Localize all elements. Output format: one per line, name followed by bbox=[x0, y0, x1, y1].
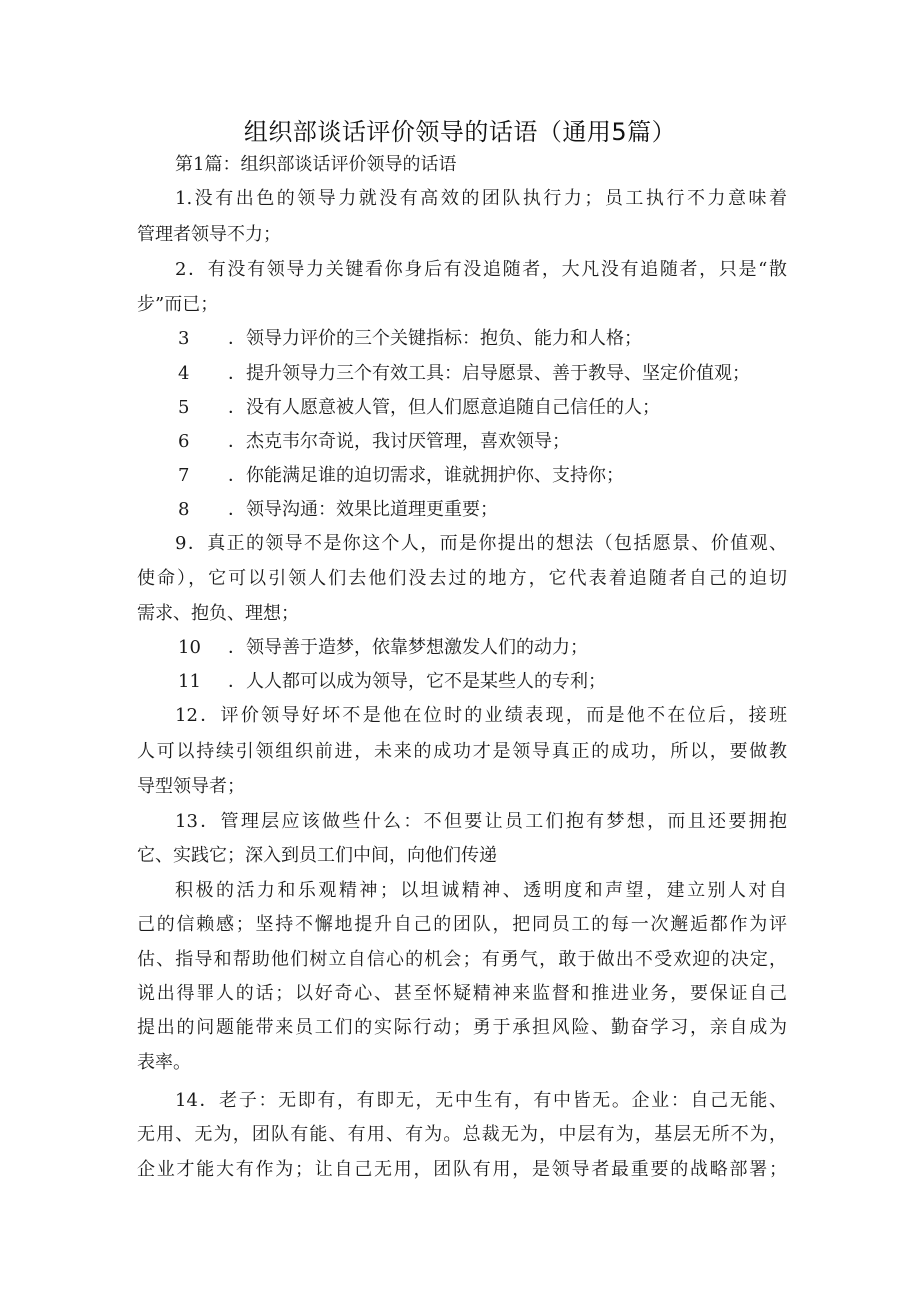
item-12-line-3: 导型领导者； bbox=[137, 776, 245, 797]
item-2-line-1: 2．有没有领导力关键看你身后有没追随者，大凡没有追随者，只是“散 bbox=[175, 259, 787, 280]
item-3-number: 3 bbox=[178, 328, 190, 349]
item-4-text: ．提升领导力三个有效工具：启导愿景、善于教导、坚定价值观； bbox=[228, 363, 750, 384]
paragraph-line-1: 积极的活力和乐观精神；以坦诚精神、透明度和声望，建立别人对自 bbox=[175, 880, 787, 901]
item-7-number: 7 bbox=[178, 465, 190, 486]
item-5-text: ．没有人愿意被人管，但人们愿意追随自己信任的人； bbox=[228, 397, 660, 418]
item-6-text: ．杰克韦尔奇说，我讨厌管理，喜欢领导； bbox=[228, 431, 570, 452]
item-10-text: ．领导善于造梦，依靠梦想激发人们的动力； bbox=[228, 637, 588, 658]
paragraph-line-2: 己的信赖感；坚持不懈地提升自己的团队，把同员工的每一次邂逅都作为评 bbox=[137, 914, 787, 935]
item-1-line-2: 管理者领导不力； bbox=[137, 224, 281, 245]
item-11-text: ．人人都可以成为领导，它不是某些人的专利； bbox=[228, 671, 606, 692]
paragraph-line-3: 估、指导和帮助他们树立自信心的机会；有勇气，敢于做出不受欢迎的决定， bbox=[137, 949, 787, 970]
paragraph-line-4: 说出得罪人的话；以好奇心、甚至怀疑精神来监督和推进业务，要保证自己 bbox=[137, 983, 787, 1004]
item-13-line-2: 它、实践它；深入到员工们中间，向他们传递 bbox=[137, 845, 497, 866]
item-8-number: 8 bbox=[178, 499, 190, 520]
item-1-line-1: 1.没有出色的领导力就没有高效的团队执行力；员工执行不力意味着 bbox=[175, 188, 787, 209]
item-9-line-2: 使命），它可以引领人们去他们没去过的地方，它代表着追随者自己的迫切 bbox=[137, 568, 787, 589]
item-14-line-3: 企业才能大有作为；让自己无用，团队有用，是领导者最重要的战略部署； bbox=[137, 1159, 787, 1180]
item-3-text: ．领导力评价的三个关键指标：抱负、能力和人格； bbox=[228, 328, 642, 349]
item-11-number: 11 bbox=[178, 671, 201, 692]
item-9-line-3: 需求、抱负、理想； bbox=[137, 603, 299, 624]
item-8-text: ．领导沟通：效果比道理更重要； bbox=[228, 499, 498, 520]
item-9-line-1: 9．真正的领导不是你这个人，而是你提出的想法（包括愿景、价值观、 bbox=[175, 533, 787, 554]
item-5-number: 5 bbox=[178, 397, 190, 418]
item-10-number: 10 bbox=[178, 637, 201, 658]
section-heading: 第1篇：组织部谈话评价领导的话语 bbox=[175, 154, 457, 175]
item-12-line-1: 12．评价领导好坏不是他在位时的业绩表现，而是他不在位后，接班 bbox=[175, 705, 787, 726]
item-12-line-2: 人可以持续引领组织前进，未来的成功才是领导真正的成功，所以，要做教 bbox=[137, 741, 787, 762]
paragraph-line-5: 提出的问题能带来员工们的实际行动；勇于承担风险、勤奋学习，亲自成为 bbox=[137, 1017, 787, 1038]
item-6-number: 6 bbox=[178, 431, 190, 452]
document-title: 组织部谈话评价领导的话语（通用5篇） bbox=[243, 118, 677, 146]
item-14-line-1: 14．老子：无即有，有即无，无中生有，有中皆无。企业：自己无能、 bbox=[175, 1090, 787, 1111]
item-2-line-2: 步”而已； bbox=[137, 294, 219, 315]
item-7-text: ．你能满足谁的迫切需求，谁就拥护你、支持你； bbox=[228, 465, 624, 486]
item-4-number: 4 bbox=[178, 363, 190, 384]
item-14-line-2: 无用、无为，团队有能、有用、有为。总裁无为，中层有为，基层无所不为， bbox=[137, 1124, 787, 1145]
item-13-line-1: 13．管理层应该做些什么：不但要让员工们抱有梦想，而且还要拥抱 bbox=[175, 811, 787, 832]
paragraph-line-6: 表率。 bbox=[137, 1052, 191, 1073]
